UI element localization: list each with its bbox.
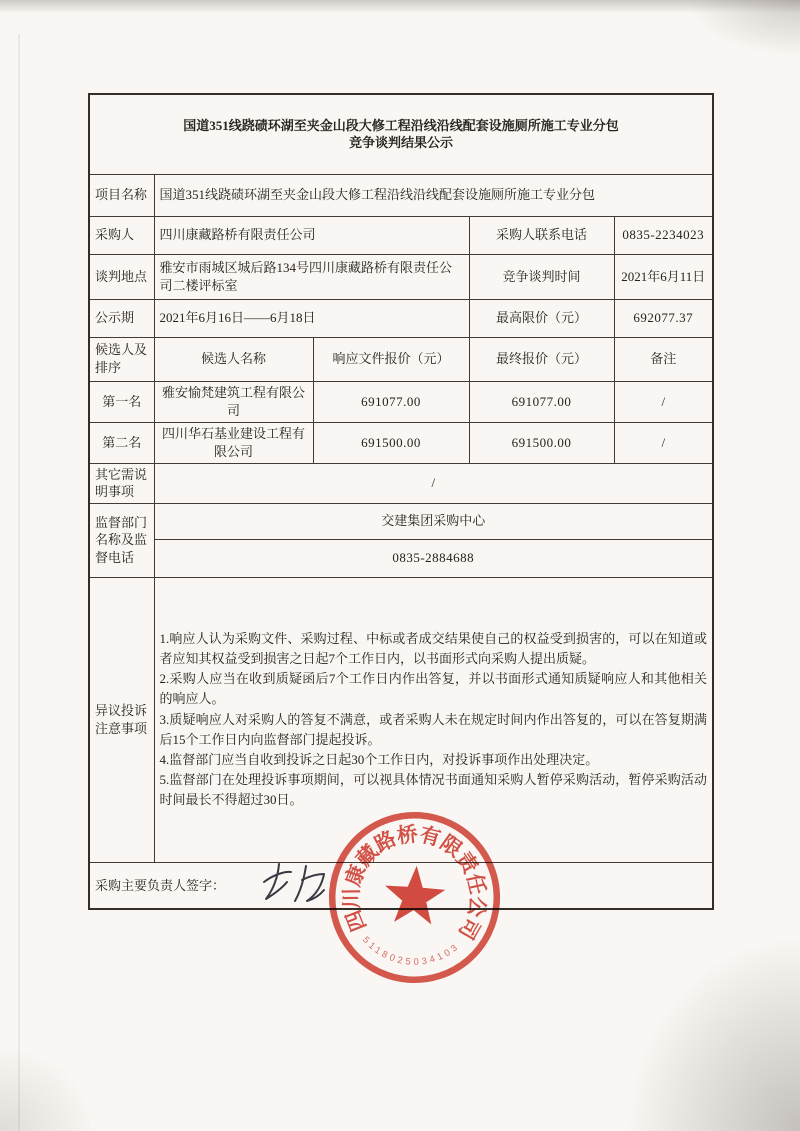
table-row <box>89 503 713 539</box>
candidate-2-name: 四川华石基业建设工程有限公司 <box>154 422 313 463</box>
purchaser-phone-value: 0835-2234023 <box>614 216 713 254</box>
announcement-table <box>88 93 714 910</box>
objection-item-3: 3.质疑响应人对采购人的答复不满意，或者采购人未在规定时间内作出答复的，可以在答复期满后15个工作日内向监督部门提起投诉。 <box>159 711 708 747</box>
candidates-header-row <box>89 337 713 381</box>
other-notes-value: / <box>154 463 713 503</box>
document-subtitle: 竞争谈判结果公示 <box>349 135 454 151</box>
candidate-2-note: / <box>614 422 713 463</box>
project-name-value: 国道351线跷碛环湖至夹金山段大修工程沿线沿线配套设施厕所施工专业分包 <box>154 174 713 216</box>
table-row <box>89 216 713 254</box>
purchaser-phone-label: 采购人联系电话 <box>469 216 614 254</box>
seal-serial-text: 5118025034103 <box>360 934 462 967</box>
candidates-doc-price-header: 响应文件报价（元） <box>313 337 469 381</box>
other-notes-label: 其它需说明事项 <box>89 463 154 503</box>
negotiation-time-value: 2021年6月11日 <box>614 254 713 299</box>
candidate-1-note: / <box>614 381 713 422</box>
location-value: 雅安市雨城区城后路134号四川康藏路桥有限责任公司二楼评标室 <box>154 254 469 299</box>
objection-item-2: 2.采购人应当在收到质疑函后7个工作日内作出答复，并以书面形式通知质疑响应人和其他相关的响应人。 <box>159 671 708 707</box>
signature-label-cell: 采购主要负责人签字： <box>89 862 713 909</box>
document-title-cell <box>89 94 713 174</box>
supervision-label: 监督部门名称及监督电话 <box>89 503 154 577</box>
scan-artifact-bottom-right-smudge <box>630 941 800 1131</box>
location-label: 谈判地点 <box>89 254 154 299</box>
candidate-1-rank: 第一名 <box>89 381 154 422</box>
max-price-label: 最高限价（元） <box>469 299 614 337</box>
signature-stroke <box>295 866 306 901</box>
publicity-period-label: 公示期 <box>89 299 154 337</box>
candidates-final-price-header: 最终报价（元） <box>469 337 614 381</box>
scan-artifact-top-right-smudge <box>690 0 800 55</box>
signature-stroke <box>266 864 287 899</box>
table-row <box>89 539 713 577</box>
scan-artifact-left-edge <box>18 34 20 1131</box>
candidate-row-2 <box>89 422 713 463</box>
supervision-phone-value: 0835-2884688 <box>154 539 713 577</box>
purchaser-label: 采购人 <box>89 216 154 254</box>
candidate-2-rank: 第二名 <box>89 422 154 463</box>
candidates-rank-header: 候选人及排序 <box>89 337 154 381</box>
purchaser-value: 四川康藏路桥有限责任公司 <box>154 216 469 254</box>
seal-star-icon <box>383 864 447 926</box>
candidate-row-1 <box>89 381 713 422</box>
candidate-2-final-price: 691500.00 <box>469 422 614 463</box>
scan-artifact-bottom-left-smudge <box>0 1051 90 1131</box>
candidates-note-header: 备注 <box>614 337 713 381</box>
candidate-2-doc-price: 691500.00 <box>313 422 469 463</box>
objection-item-4: 4.监督部门应当自收到投诉之日起30个工作日内，对投诉事项作出处理决定。 <box>159 751 599 767</box>
project-name-label: 项目名称 <box>89 174 154 216</box>
candidate-1-final-price: 691077.00 <box>469 381 614 422</box>
table-row <box>89 463 713 503</box>
candidate-1-doc-price: 691077.00 <box>313 381 469 422</box>
document-title: 国道351线跷碛环湖至夹金山段大修工程沿线沿线配套设施厕所施工专业分包 <box>183 117 619 133</box>
candidate-1-name: 雅安愉梵建筑工程有限公司 <box>154 381 313 422</box>
candidates-name-header: 候选人名称 <box>154 337 313 381</box>
supervision-dept-value: 交建集团采购中心 <box>154 503 713 539</box>
scan-artifact-top-shadow <box>0 0 800 13</box>
seal-company-text: 四川康藏路桥有限责任公司 <box>341 823 489 943</box>
company-seal-stamp <box>315 798 515 998</box>
objection-label: 异议投诉注意事项 <box>89 577 154 862</box>
table-row <box>89 174 713 216</box>
max-price-value: 692077.37 <box>614 299 713 337</box>
objection-item-1: 1.响应人认为采购文件、采购过程、中标或者成交结果使自己的权益受到损害的，可以在知道或者应知其权益受到损害之日起7个工作日内，以书面形式向采购人提出质疑。 <box>159 630 708 667</box>
table-row <box>89 299 713 337</box>
table-row <box>89 254 713 299</box>
publicity-period-value: 2021年6月16日——6月18日 <box>154 299 469 337</box>
objection-item-5: 5.监督部门在处理投诉事项期间，可以视具体情况书面通知采购人暂停采购活动，暂停采购活动时间最长不得超过30日。 <box>159 771 708 808</box>
negotiation-time-label: 竞争谈判时间 <box>469 254 614 299</box>
